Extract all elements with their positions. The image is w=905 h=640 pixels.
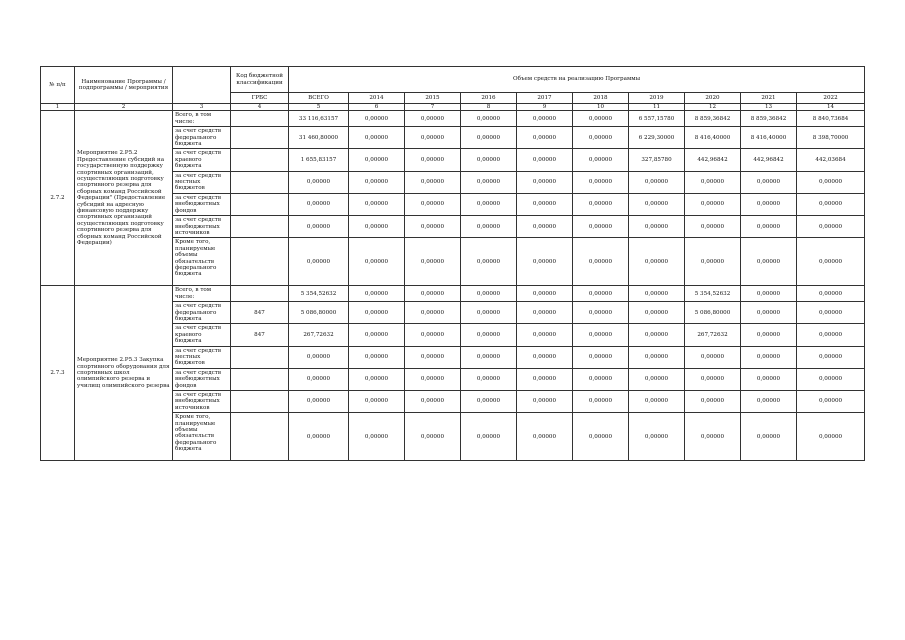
year-value: 5 086,80000 [685, 302, 741, 324]
funding-source: за счет средств внебюджетных источников [173, 391, 231, 413]
section-number: 2.7.2 [41, 111, 75, 286]
year-value: 0,00000 [517, 391, 573, 413]
year-value: 0,00000 [517, 413, 573, 461]
total-value: 5 086,80000 [289, 302, 349, 324]
year-value: 6 557,15780 [629, 111, 685, 127]
year-value: 0,00000 [629, 346, 685, 368]
funding-source: за счет средств внебюджетных фондов [173, 368, 231, 390]
year-value: 0,00000 [461, 346, 517, 368]
column-number: 3 [173, 104, 231, 111]
grbs-code [231, 149, 289, 171]
year-value: 0,00000 [405, 238, 461, 286]
grbs-code [231, 391, 289, 413]
year-value: 0,00000 [573, 127, 629, 149]
year-value: 442,03684 [797, 149, 865, 171]
year-value: 0,00000 [517, 324, 573, 346]
year-value: 0,00000 [685, 346, 741, 368]
year-value: 0,00000 [461, 302, 517, 324]
section-number: 2.7.3 [41, 286, 75, 461]
year-value: 0,00000 [573, 286, 629, 302]
year-value: 0,00000 [349, 368, 405, 390]
header-year: 2015 [405, 93, 461, 104]
year-value: 0,00000 [797, 302, 865, 324]
year-value: 0,00000 [461, 171, 517, 193]
year-value: 0,00000 [629, 368, 685, 390]
year-value: 0,00000 [797, 324, 865, 346]
column-number: 13 [741, 104, 797, 111]
section-name: Мероприятие 2.Р5.3 Закупка спортивного оборудования для спортивных школ олимпийского резерва и училищ олимпийского резерва [75, 286, 173, 461]
year-value: 0,00000 [629, 216, 685, 238]
total-value: 0,00000 [289, 391, 349, 413]
year-value: 0,00000 [349, 413, 405, 461]
year-value: 0,00000 [797, 286, 865, 302]
year-value: 0,00000 [685, 171, 741, 193]
year-value: 0,00000 [629, 171, 685, 193]
year-value: 0,00000 [517, 216, 573, 238]
total-value: 0,00000 [289, 171, 349, 193]
year-value: 0,00000 [741, 171, 797, 193]
column-number: 12 [685, 104, 741, 111]
year-value: 0,00000 [461, 193, 517, 215]
funding-source: Кроме того, планируемые объемы обязательств федерального бюджета [173, 238, 231, 286]
year-value: 0,00000 [461, 238, 517, 286]
funding-source: за счет средств внебюджетных фондов [173, 193, 231, 215]
total-value: 31 460,80000 [289, 127, 349, 149]
year-value: 0,00000 [797, 216, 865, 238]
year-value: 8 840,73684 [797, 111, 865, 127]
year-value: 0,00000 [741, 216, 797, 238]
year-value: 0,00000 [797, 193, 865, 215]
funding-source: за счет средств федерального бюджета [173, 302, 231, 324]
year-value: 0,00000 [517, 171, 573, 193]
year-value: 0,00000 [629, 286, 685, 302]
funding-source: Кроме того, планируемые объемы обязательств федерального бюджета [173, 413, 231, 461]
header-grbs: ГРБС [231, 93, 289, 104]
grbs-code [231, 111, 289, 127]
total-value: 0,00000 [289, 193, 349, 215]
year-value: 0,00000 [741, 238, 797, 286]
year-value: 0,00000 [461, 391, 517, 413]
header-empty [173, 67, 231, 104]
year-value: 0,00000 [741, 286, 797, 302]
grbs-code [231, 346, 289, 368]
funding-source: за счет средств местных бюджетов [173, 346, 231, 368]
year-value: 0,00000 [517, 238, 573, 286]
grbs-code: 847 [231, 324, 289, 346]
year-value: 0,00000 [349, 216, 405, 238]
grbs-code [231, 171, 289, 193]
year-value: 0,00000 [573, 238, 629, 286]
year-value: 0,00000 [685, 413, 741, 461]
year-value: 0,00000 [349, 111, 405, 127]
year-value: 0,00000 [573, 324, 629, 346]
year-value: 0,00000 [405, 171, 461, 193]
year-value: 0,00000 [741, 413, 797, 461]
year-value: 0,00000 [797, 413, 865, 461]
year-value: 8 398,70000 [797, 127, 865, 149]
year-value: 0,00000 [741, 302, 797, 324]
year-value: 0,00000 [741, 193, 797, 215]
year-value: 0,00000 [517, 346, 573, 368]
table-row [41, 111, 865, 127]
year-value: 0,00000 [573, 368, 629, 390]
total-value: 267,72632 [289, 324, 349, 346]
column-number: 9 [517, 104, 573, 111]
year-value: 0,00000 [461, 324, 517, 346]
year-value: 0,00000 [741, 368, 797, 390]
year-value: 0,00000 [405, 324, 461, 346]
column-number: 1 [41, 104, 75, 111]
year-value: 0,00000 [517, 286, 573, 302]
funding-source: за счет средств местных бюджетов [173, 171, 231, 193]
year-value: 0,00000 [573, 171, 629, 193]
grbs-code [231, 286, 289, 302]
year-value: 0,00000 [685, 238, 741, 286]
year-value: 0,00000 [629, 324, 685, 346]
header-name: Наименование Программы / подпрограммы / мероприятия [75, 67, 173, 104]
header-year: 2022 [797, 93, 865, 104]
year-value: 0,00000 [517, 302, 573, 324]
table-row [41, 286, 865, 302]
header-year: 2018 [573, 93, 629, 104]
total-value: 0,00000 [289, 216, 349, 238]
total-value: 0,00000 [289, 238, 349, 286]
year-value: 0,00000 [405, 193, 461, 215]
column-number: 10 [573, 104, 629, 111]
year-value: 0,00000 [349, 302, 405, 324]
year-value: 0,00000 [349, 127, 405, 149]
header-year: 2014 [349, 93, 405, 104]
year-value: 0,00000 [517, 111, 573, 127]
grbs-code [231, 368, 289, 390]
column-number: 4 [231, 104, 289, 111]
year-value: 0,00000 [629, 302, 685, 324]
year-value: 0,00000 [461, 111, 517, 127]
year-value: 0,00000 [797, 391, 865, 413]
year-value: 0,00000 [573, 216, 629, 238]
header-num: № п/п [41, 67, 75, 104]
total-value: 1 655,83157 [289, 149, 349, 171]
year-value: 0,00000 [461, 216, 517, 238]
grbs-code [231, 238, 289, 286]
header-year: 2016 [461, 93, 517, 104]
grbs-code [231, 193, 289, 215]
year-value: 0,00000 [685, 193, 741, 215]
year-value: 0,00000 [405, 286, 461, 302]
year-value: 0,00000 [741, 346, 797, 368]
year-value: 0,00000 [685, 216, 741, 238]
grbs-code [231, 216, 289, 238]
year-value: 0,00000 [349, 171, 405, 193]
total-value: 0,00000 [289, 413, 349, 461]
year-value: 0,00000 [405, 413, 461, 461]
year-value: 0,00000 [405, 111, 461, 127]
funding-source: Всего, в том числе: [173, 111, 231, 127]
year-value: 0,00000 [349, 391, 405, 413]
year-value: 0,00000 [629, 193, 685, 215]
year-value: 0,00000 [797, 171, 865, 193]
funding-source: за счет средств внебюджетных источников [173, 216, 231, 238]
year-value: 0,00000 [405, 149, 461, 171]
year-value: 0,00000 [517, 127, 573, 149]
year-value: 0,00000 [685, 391, 741, 413]
year-value: 0,00000 [573, 346, 629, 368]
column-number: 2 [75, 104, 173, 111]
column-number: 7 [405, 104, 461, 111]
year-value: 6 229,30000 [629, 127, 685, 149]
year-value: 0,00000 [629, 238, 685, 286]
year-value: 442,96842 [685, 149, 741, 171]
year-value: 0,00000 [405, 346, 461, 368]
header-volume: Объем средств на реализацию Программы [289, 67, 865, 93]
year-value: 8 859,36842 [741, 111, 797, 127]
column-number: 14 [797, 104, 865, 111]
budget-table [40, 66, 865, 461]
grbs-code: 847 [231, 302, 289, 324]
year-value: 0,00000 [461, 413, 517, 461]
year-value: 0,00000 [629, 413, 685, 461]
year-value: 0,00000 [573, 391, 629, 413]
year-value: 0,00000 [405, 216, 461, 238]
header-budget-code: Код бюджетной классификации [231, 67, 289, 93]
column-number: 11 [629, 104, 685, 111]
year-value: 0,00000 [461, 368, 517, 390]
year-value: 0,00000 [461, 286, 517, 302]
column-number: 6 [349, 104, 405, 111]
year-value: 0,00000 [517, 149, 573, 171]
year-value: 0,00000 [349, 193, 405, 215]
total-value: 33 116,63157 [289, 111, 349, 127]
year-value: 8 416,40000 [685, 127, 741, 149]
year-value: 0,00000 [349, 286, 405, 302]
year-value: 0,00000 [405, 391, 461, 413]
column-number: 8 [461, 104, 517, 111]
year-value: 0,00000 [349, 238, 405, 286]
funding-source: Всего, в том числе: [173, 286, 231, 302]
year-value: 0,00000 [349, 324, 405, 346]
total-value: 0,00000 [289, 346, 349, 368]
year-value: 0,00000 [349, 346, 405, 368]
year-value: 0,00000 [629, 391, 685, 413]
funding-source: за счет средств краевого бюджета [173, 324, 231, 346]
year-value: 0,00000 [741, 324, 797, 346]
year-value: 327,85780 [629, 149, 685, 171]
year-value: 0,00000 [517, 368, 573, 390]
year-value: 0,00000 [797, 238, 865, 286]
year-value: 0,00000 [797, 368, 865, 390]
grbs-code [231, 413, 289, 461]
section-name: Мероприятие 2.Р5.2 Предоставление субсидий на государственную поддержку спортивных организаций, осуществляющих подготовку спортивного резерва для сборных команд Российской Федерации" (Предоставление субсидий на адресную финансовую поддержку спортивных организаций осуществляющих подготовку спортивного резерва для сборных команд Российской Федерации) [75, 111, 173, 286]
year-value: 442,96842 [741, 149, 797, 171]
year-value: 0,00000 [349, 149, 405, 171]
year-value: 5 354,52632 [685, 286, 741, 302]
year-value: 0,00000 [573, 193, 629, 215]
header-year: 2021 [741, 93, 797, 104]
year-value: 0,00000 [741, 391, 797, 413]
year-value: 8 416,40000 [741, 127, 797, 149]
column-number: 5 [289, 104, 349, 111]
funding-source: за счет средств краевого бюджета [173, 149, 231, 171]
year-value: 267,72632 [685, 324, 741, 346]
header-year: 2017 [517, 93, 573, 104]
header-year: 2020 [685, 93, 741, 104]
year-value: 0,00000 [461, 149, 517, 171]
year-value: 0,00000 [685, 368, 741, 390]
year-value: 0,00000 [573, 302, 629, 324]
total-value: 5 354,52632 [289, 286, 349, 302]
year-value: 0,00000 [573, 149, 629, 171]
year-value: 0,00000 [405, 127, 461, 149]
year-value: 8 859,36842 [685, 111, 741, 127]
year-value: 0,00000 [405, 368, 461, 390]
funding-source: за счет средств федерального бюджета [173, 127, 231, 149]
grbs-code [231, 127, 289, 149]
year-value: 0,00000 [573, 111, 629, 127]
year-value: 0,00000 [405, 302, 461, 324]
year-value: 0,00000 [797, 346, 865, 368]
header-year: 2019 [629, 93, 685, 104]
header-total: ВСЕГО [289, 93, 349, 104]
year-value: 0,00000 [517, 193, 573, 215]
year-value: 0,00000 [461, 127, 517, 149]
year-value: 0,00000 [573, 413, 629, 461]
total-value: 0,00000 [289, 368, 349, 390]
